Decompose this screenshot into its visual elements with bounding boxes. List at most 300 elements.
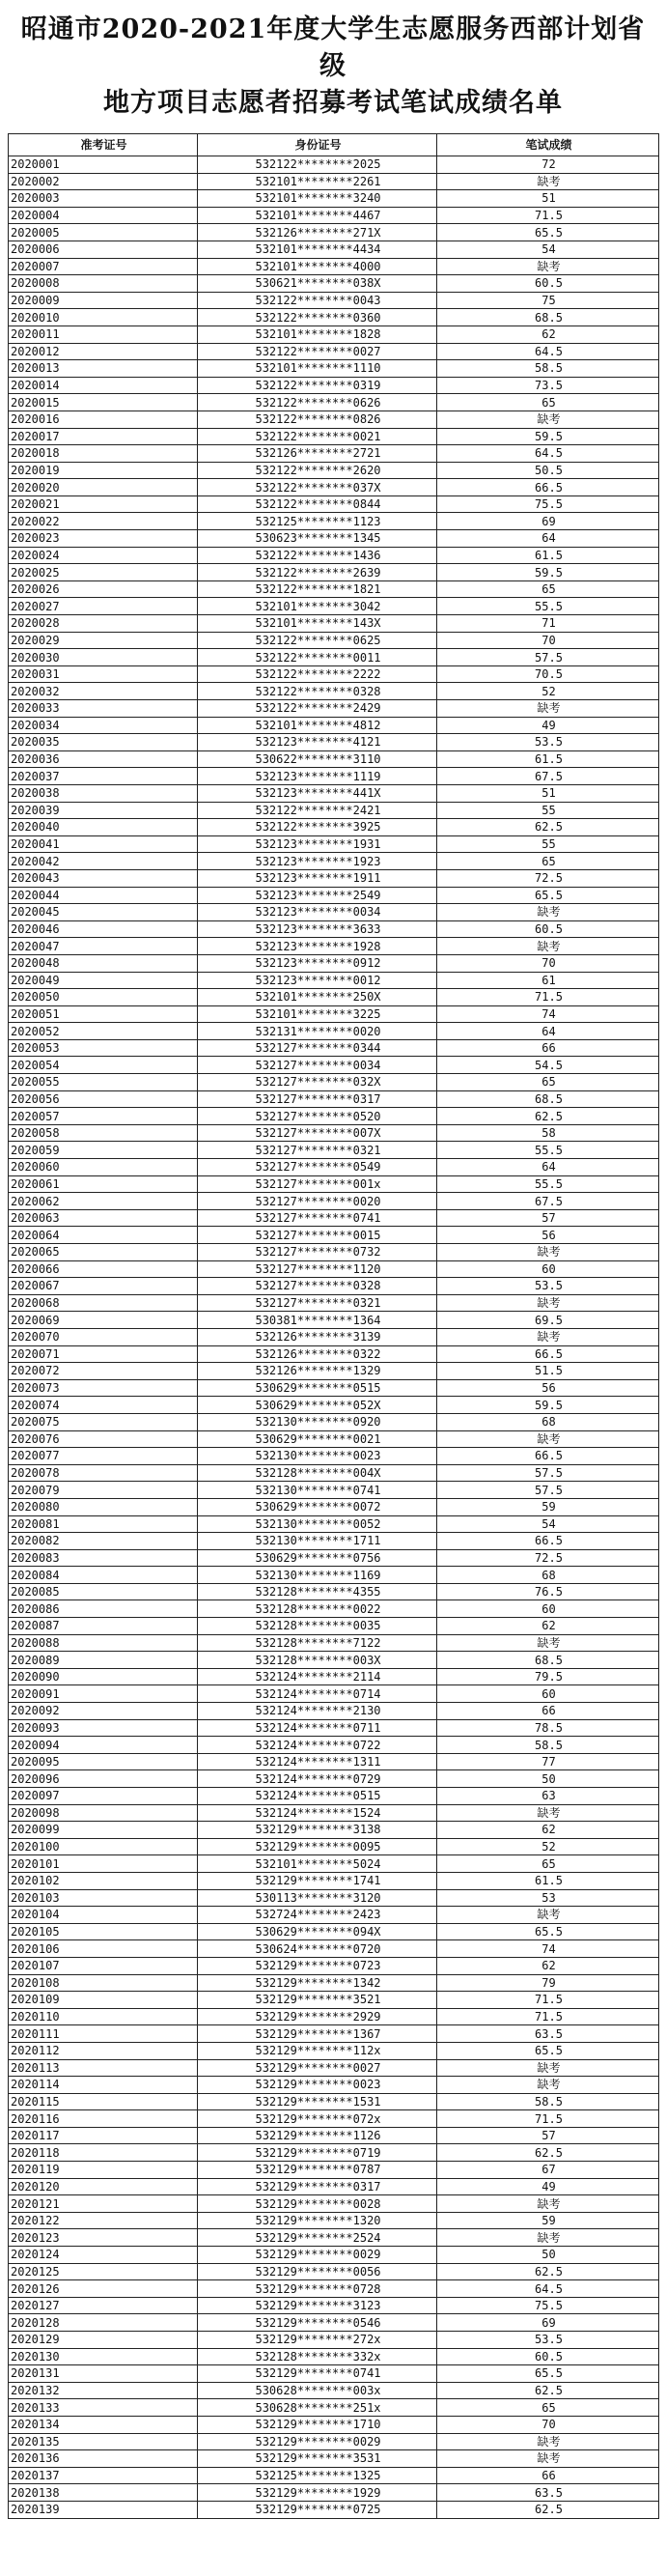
- table-row: [9, 410, 659, 428]
- score-cell: 67.5: [437, 768, 659, 785]
- id-number-cell: 532129********1320: [198, 2212, 437, 2229]
- score-cell: 59: [437, 1498, 659, 1515]
- id-number-cell: 532126********1329: [198, 1363, 437, 1380]
- table-row: [9, 2467, 659, 2484]
- id-number-cell: 532122********2620: [198, 462, 437, 479]
- table-row: [9, 2348, 659, 2365]
- id-number-cell: 532129********1531: [198, 2093, 437, 2110]
- table-row: [9, 1703, 659, 1720]
- id-number-cell: 532122********0626: [198, 394, 437, 411]
- exam-number-cell: 2020101: [9, 1855, 198, 1873]
- score-cell: 74: [437, 1940, 659, 1958]
- id-number-cell: 532129********0029: [198, 2433, 437, 2450]
- id-number-cell: 532129********0317: [198, 2178, 437, 2195]
- score-cell: 62.5: [437, 1108, 659, 1125]
- score-cell: 65.5: [437, 2365, 659, 2383]
- exam-number-cell: 2020061: [9, 1175, 198, 1193]
- table-row: [9, 2008, 659, 2025]
- score-cell: 62.5: [437, 2501, 659, 2518]
- score-cell: 53.5: [437, 2332, 659, 2349]
- score-cell: 68: [437, 1413, 659, 1430]
- id-number-cell: 532131********0020: [198, 1023, 437, 1040]
- score-cell: 62: [437, 1618, 659, 1635]
- id-number-cell: 532123********4121: [198, 734, 437, 751]
- table-row: [9, 750, 659, 768]
- id-number-cell: 532123********0034: [198, 904, 437, 921]
- document-title: [8, 12, 658, 122]
- score-cell: 71.5: [437, 2110, 659, 2128]
- id-number-cell: 532124********2114: [198, 1668, 437, 1685]
- score-cell: 55.5: [437, 1142, 659, 1159]
- id-number-cell: 532129********112x: [198, 2042, 437, 2059]
- score-cell: 50: [437, 2247, 659, 2264]
- id-number-cell: 532129********1342: [198, 1974, 437, 1992]
- table-row: [9, 2042, 659, 2059]
- table-row: [9, 258, 659, 275]
- score-cell: 62: [437, 1957, 659, 1974]
- table-row: [9, 1209, 659, 1227]
- table-row: [9, 1719, 659, 1737]
- exam-number-cell: 2020137: [9, 2467, 198, 2484]
- score-cell: 52: [437, 1838, 659, 1855]
- score-cell: 74: [437, 1005, 659, 1023]
- table-row: [9, 513, 659, 530]
- exam-number-cell: 2020122: [9, 2212, 198, 2229]
- score-cell: 79: [437, 1974, 659, 1992]
- score-cell: 57.5: [437, 649, 659, 666]
- exam-number-cell: 2020125: [9, 2263, 198, 2280]
- id-number-cell: 532123********2549: [198, 887, 437, 904]
- score-cell: 53: [437, 1889, 659, 1907]
- score-cell: 65: [437, 580, 659, 598]
- exam-number-cell: 2020022: [9, 513, 198, 530]
- id-number-cell: 532126********0322: [198, 1345, 437, 1363]
- exam-number-cell: 2020132: [9, 2382, 198, 2399]
- score-cell: 54: [437, 241, 659, 258]
- id-number-cell: 532101********2261: [198, 173, 437, 190]
- score-cell: 62.5: [437, 2144, 659, 2162]
- id-number-cell: 532127********0741: [198, 1209, 437, 1227]
- id-number-cell: 532122********0844: [198, 495, 437, 513]
- id-number-cell: 532129********3123: [198, 2297, 437, 2314]
- exam-number-cell: 2020063: [9, 1209, 198, 1227]
- table-row: [9, 1498, 659, 1515]
- exam-number-cell: 2020039: [9, 802, 198, 819]
- id-number-cell: 532123********1911: [198, 869, 437, 887]
- table-row: [9, 241, 659, 258]
- id-number-cell: 532125********1123: [198, 513, 437, 530]
- table-row: [9, 530, 659, 548]
- table-row: [9, 2332, 659, 2349]
- id-number-cell: 532101********3042: [198, 598, 437, 615]
- exam-number-cell: 2020102: [9, 1872, 198, 1889]
- id-number-cell: 530629********052X: [198, 1397, 437, 1414]
- id-number-cell: 532124********1311: [198, 1753, 437, 1770]
- id-number-cell: 532130********0023: [198, 1448, 437, 1465]
- id-number-cell: 532127********007X: [198, 1124, 437, 1142]
- id-number-cell: 532122********0043: [198, 292, 437, 309]
- table-row: [9, 1515, 659, 1533]
- score-cell: 61.5: [437, 750, 659, 768]
- score-cell: 75: [437, 292, 659, 309]
- score-cell: 缺考: [437, 173, 659, 190]
- id-number-cell: 532124********0714: [198, 1685, 437, 1703]
- exam-number-cell: 2020111: [9, 2025, 198, 2043]
- score-cell: 70: [437, 632, 659, 649]
- table-row: [9, 1039, 659, 1057]
- exam-number-cell: 2020136: [9, 2450, 198, 2468]
- table-row: [9, 768, 659, 785]
- score-cell: 66: [437, 1703, 659, 1720]
- exam-number-cell: 2020128: [9, 2314, 198, 2332]
- exam-number-cell: 2020020: [9, 479, 198, 496]
- exam-number-cell: 2020092: [9, 1703, 198, 1720]
- score-cell: 75.5: [437, 2297, 659, 2314]
- exam-number-cell: 2020065: [9, 1244, 198, 1261]
- exam-number-cell: 2020015: [9, 394, 198, 411]
- table-row: [9, 1124, 659, 1142]
- table-row: [9, 1907, 659, 1924]
- exam-number-cell: 2020089: [9, 1652, 198, 1669]
- exam-number-cell: 2020058: [9, 1124, 198, 1142]
- id-number-cell: 532129********0725: [198, 2501, 437, 2518]
- table-row: [9, 1634, 659, 1652]
- id-number-cell: 532129********1710: [198, 2416, 437, 2433]
- exam-number-cell: 2020085: [9, 1583, 198, 1600]
- score-cell: 49: [437, 717, 659, 734]
- exam-number-cell: 2020129: [9, 2332, 198, 2349]
- id-number-cell: 532123********0012: [198, 972, 437, 989]
- exam-number-cell: 2020045: [9, 904, 198, 921]
- table-row: [9, 2433, 659, 2450]
- exam-number-cell: 2020119: [9, 2162, 198, 2179]
- id-number-cell: 532128********003X: [198, 1652, 437, 1669]
- table-row: [9, 1108, 659, 1125]
- score-cell: 57: [437, 1209, 659, 1227]
- score-cell: 69: [437, 513, 659, 530]
- score-cell: 69: [437, 2314, 659, 2332]
- exam-number-cell: 2020007: [9, 258, 198, 275]
- score-cell: 52: [437, 683, 659, 700]
- exam-number-cell: 2020107: [9, 1957, 198, 1974]
- id-number-cell: 532122********2222: [198, 665, 437, 683]
- table-row: [9, 989, 659, 1006]
- id-number-cell: 532129********1126: [198, 2127, 437, 2144]
- exam-number-cell: 2020068: [9, 1294, 198, 1312]
- id-number-cell: 532122********0328: [198, 683, 437, 700]
- table-row: [9, 1312, 659, 1329]
- exam-number-cell: 2020064: [9, 1227, 198, 1244]
- table-row: [9, 784, 659, 802]
- score-cell: 60: [437, 1685, 659, 1703]
- table-row: [9, 632, 659, 649]
- table-row: [9, 2229, 659, 2247]
- table-row: [9, 887, 659, 904]
- score-cell: 66.5: [437, 1533, 659, 1550]
- score-cell: 66.5: [437, 479, 659, 496]
- score-cell: 59.5: [437, 428, 659, 445]
- score-cell: 62.5: [437, 2382, 659, 2399]
- id-number-cell: 532122********0027: [198, 343, 437, 360]
- table-row: [9, 1379, 659, 1397]
- id-number-cell: 532127********1120: [198, 1260, 437, 1278]
- score-cell: 65.5: [437, 1923, 659, 1940]
- exam-number-cell: 2020094: [9, 1737, 198, 1754]
- table-row: [9, 1549, 659, 1567]
- id-number-cell: 532128********0035: [198, 1618, 437, 1635]
- exam-number-cell: 2020071: [9, 1345, 198, 1363]
- id-number-cell: 532130********1169: [198, 1567, 437, 1584]
- table-row: [9, 547, 659, 564]
- table-row: [9, 1464, 659, 1482]
- id-number-cell: 532129********0741: [198, 2365, 437, 2383]
- table-row: [9, 734, 659, 751]
- exam-number-cell: 2020113: [9, 2059, 198, 2077]
- id-number-cell: 532124********0711: [198, 1719, 437, 1737]
- score-cell: 62.5: [437, 819, 659, 836]
- id-number-cell: 532101********4812: [198, 717, 437, 734]
- score-cell: 65: [437, 2399, 659, 2417]
- score-cell: 65: [437, 1074, 659, 1091]
- id-number-cell: 532123********441X: [198, 784, 437, 802]
- score-cell: 66: [437, 1039, 659, 1057]
- score-cell: 60.5: [437, 920, 659, 938]
- exam-number-cell: 2020011: [9, 326, 198, 343]
- score-cell: 70: [437, 2416, 659, 2433]
- score-cell: 77: [437, 1753, 659, 1770]
- id-number-cell: 532129********0787: [198, 2162, 437, 2179]
- table-row: [9, 1413, 659, 1430]
- exam-number-cell: 2020031: [9, 665, 198, 683]
- exam-number-cell: 2020047: [9, 938, 198, 955]
- exam-number-cell: 2020042: [9, 853, 198, 870]
- exam-number-cell: 2020118: [9, 2144, 198, 2162]
- exam-number-cell: 2020120: [9, 2178, 198, 2195]
- score-cell: 56: [437, 1227, 659, 1244]
- title-line-2: 地方项目志愿者招募考试笔试成绩名单: [103, 88, 563, 118]
- table-row: [9, 2416, 659, 2433]
- id-number-cell: 532124********2130: [198, 1703, 437, 1720]
- score-cell: 65.5: [437, 2042, 659, 2059]
- id-number-cell: 532101********4467: [198, 207, 437, 224]
- table-row: [9, 2127, 659, 2144]
- table-row: [9, 615, 659, 633]
- table-row: [9, 1940, 659, 1958]
- id-number-cell: 532127********0317: [198, 1090, 437, 1108]
- exam-number-cell: 2020016: [9, 410, 198, 428]
- exam-number-cell: 2020109: [9, 1992, 198, 2009]
- id-number-cell: 532129********0546: [198, 2314, 437, 2332]
- exam-number-cell: 2020091: [9, 1685, 198, 1703]
- score-cell: 68.5: [437, 1090, 659, 1108]
- exam-number-cell: 2020004: [9, 207, 198, 224]
- table-row: [9, 1855, 659, 1873]
- exam-number-cell: 2020079: [9, 1482, 198, 1499]
- exam-number-cell: 2020023: [9, 530, 198, 548]
- table-row: [9, 1090, 659, 1108]
- score-cell: 68: [437, 1567, 659, 1584]
- id-number-cell: 532129********272x: [198, 2332, 437, 2349]
- exam-number-cell: 2020036: [9, 750, 198, 768]
- exam-number-cell: 2020050: [9, 989, 198, 1006]
- score-cell: 71.5: [437, 1992, 659, 2009]
- id-number-cell: 532124********0729: [198, 1770, 437, 1788]
- table-row: [9, 580, 659, 598]
- table-row: [9, 920, 659, 938]
- table-row: [9, 835, 659, 853]
- id-number-cell: 532129********1741: [198, 1872, 437, 1889]
- table-row: [9, 309, 659, 326]
- id-number-cell: 532129********2929: [198, 2008, 437, 2025]
- table-row: [9, 819, 659, 836]
- exam-number-cell: 2020097: [9, 1788, 198, 1805]
- score-cell: 缺考: [437, 1294, 659, 1312]
- table-row: [9, 954, 659, 972]
- table-row: [9, 1074, 659, 1091]
- score-cell: 57.5: [437, 1482, 659, 1499]
- exam-number-cell: 2020083: [9, 1549, 198, 1567]
- table-row: [9, 2314, 659, 2332]
- id-number-cell: 532129********0719: [198, 2144, 437, 2162]
- id-number-cell: 532124********0722: [198, 1737, 437, 1754]
- score-cell: 64.5: [437, 343, 659, 360]
- score-cell: 70: [437, 954, 659, 972]
- score-cell: 62.5: [437, 2263, 659, 2280]
- score-cell: 68.5: [437, 309, 659, 326]
- exam-number-cell: 2020054: [9, 1057, 198, 1074]
- id-number-cell: 532122********0319: [198, 377, 437, 394]
- exam-number-cell: 2020104: [9, 1907, 198, 1924]
- exam-number-cell: 2020057: [9, 1108, 198, 1125]
- table-row: [9, 1159, 659, 1176]
- table-row: [9, 1974, 659, 1992]
- exam-number-cell: 2020025: [9, 564, 198, 581]
- table-row: [9, 292, 659, 309]
- table-row: [9, 1294, 659, 1312]
- exam-number-cell: 2020115: [9, 2093, 198, 2110]
- score-cell: 64: [437, 530, 659, 548]
- table-row: [9, 479, 659, 496]
- table-row: [9, 207, 659, 224]
- table-row: [9, 1397, 659, 1414]
- id-number-cell: 532129********0029: [198, 2247, 437, 2264]
- exam-number-cell: 2020038: [9, 784, 198, 802]
- table-row: [9, 1618, 659, 1635]
- score-cell: 73.5: [437, 377, 659, 394]
- table-row: [9, 1023, 659, 1040]
- table-row: [9, 1345, 659, 1363]
- id-number-cell: 530629********094X: [198, 1923, 437, 1940]
- id-number-cell: 532123********1931: [198, 835, 437, 853]
- id-number-cell: 532130********1711: [198, 1533, 437, 1550]
- exam-number-cell: 2020044: [9, 887, 198, 904]
- score-cell: 58.5: [437, 360, 659, 378]
- exam-number-cell: 2020010: [9, 309, 198, 326]
- id-number-cell: 532101********143X: [198, 615, 437, 633]
- score-cell: 64.5: [437, 2280, 659, 2298]
- exam-number-cell: 2020012: [9, 343, 198, 360]
- exam-number-cell: 2020028: [9, 615, 198, 633]
- table-row: [9, 343, 659, 360]
- exam-number-cell: 2020127: [9, 2297, 198, 2314]
- id-number-cell: 532123********3633: [198, 920, 437, 938]
- id-number-cell: 532101********1828: [198, 326, 437, 343]
- exam-number-cell: 2020131: [9, 2365, 198, 2383]
- exam-number-cell: 2020106: [9, 1940, 198, 1958]
- score-cell: 65.5: [437, 224, 659, 241]
- table-row: [9, 869, 659, 887]
- exam-number-cell: 2020114: [9, 2077, 198, 2094]
- table-row: [9, 938, 659, 955]
- table-row: [9, 1685, 659, 1703]
- exam-number-cell: 2020117: [9, 2127, 198, 2144]
- score-cell: 51.5: [437, 1363, 659, 1380]
- score-cell: 71.5: [437, 989, 659, 1006]
- score-cell: 缺考: [437, 410, 659, 428]
- table-row: [9, 2297, 659, 2314]
- table-row: [9, 1822, 659, 1839]
- exam-number-cell: 2020073: [9, 1379, 198, 1397]
- table-row: [9, 1193, 659, 1210]
- score-cell: 71: [437, 615, 659, 633]
- score-cell: 缺考: [437, 1328, 659, 1345]
- score-cell: 72: [437, 156, 659, 174]
- id-number-cell: 532129********0095: [198, 1838, 437, 1855]
- score-cell: 67.5: [437, 1193, 659, 1210]
- table-row: [9, 495, 659, 513]
- score-cell: 72.5: [437, 1549, 659, 1567]
- exam-number-cell: 2020121: [9, 2195, 198, 2213]
- score-cell: 61.5: [437, 1872, 659, 1889]
- id-number-cell: 532127********0321: [198, 1294, 437, 1312]
- table-row: [9, 1992, 659, 2009]
- table-row: [9, 1260, 659, 1278]
- table-row: [9, 2144, 659, 2162]
- exam-number-cell: 2020076: [9, 1430, 198, 1448]
- table-row: [9, 1753, 659, 1770]
- exam-number-cell: 2020006: [9, 241, 198, 258]
- id-number-cell: 532130********0052: [198, 1515, 437, 1533]
- table-row: [9, 1804, 659, 1822]
- table-row: [9, 1244, 659, 1261]
- exam-number-cell: 2020021: [9, 495, 198, 513]
- id-number-cell: 532127********0732: [198, 1244, 437, 1261]
- id-number-cell: 532129********0056: [198, 2263, 437, 2280]
- exam-number-cell: 2020099: [9, 1822, 198, 1839]
- table-row: [9, 1668, 659, 1685]
- exam-number-cell: 2020035: [9, 734, 198, 751]
- score-cell: 53.5: [437, 1278, 659, 1295]
- table-row: [9, 2110, 659, 2128]
- score-cell: 58.5: [437, 1737, 659, 1754]
- table-row: [9, 972, 659, 989]
- table-row: [9, 2484, 659, 2502]
- table-row: [9, 1889, 659, 1907]
- table-row: [9, 1142, 659, 1159]
- score-cell: 66.5: [437, 1448, 659, 1465]
- score-cell: 缺考: [437, 1804, 659, 1822]
- id-number-cell: 532126********3139: [198, 1328, 437, 1345]
- id-number-cell: 532123********1928: [198, 938, 437, 955]
- score-cell: 缺考: [437, 904, 659, 921]
- score-cell: 缺考: [437, 1907, 659, 1924]
- id-number-cell: 532129********0027: [198, 2059, 437, 2077]
- score-cell: 62: [437, 326, 659, 343]
- exam-number-cell: 2020130: [9, 2348, 198, 2365]
- id-number-cell: 530381********1364: [198, 1312, 437, 1329]
- id-number-cell: 532130********0741: [198, 1482, 437, 1499]
- exam-number-cell: 2020075: [9, 1413, 198, 1430]
